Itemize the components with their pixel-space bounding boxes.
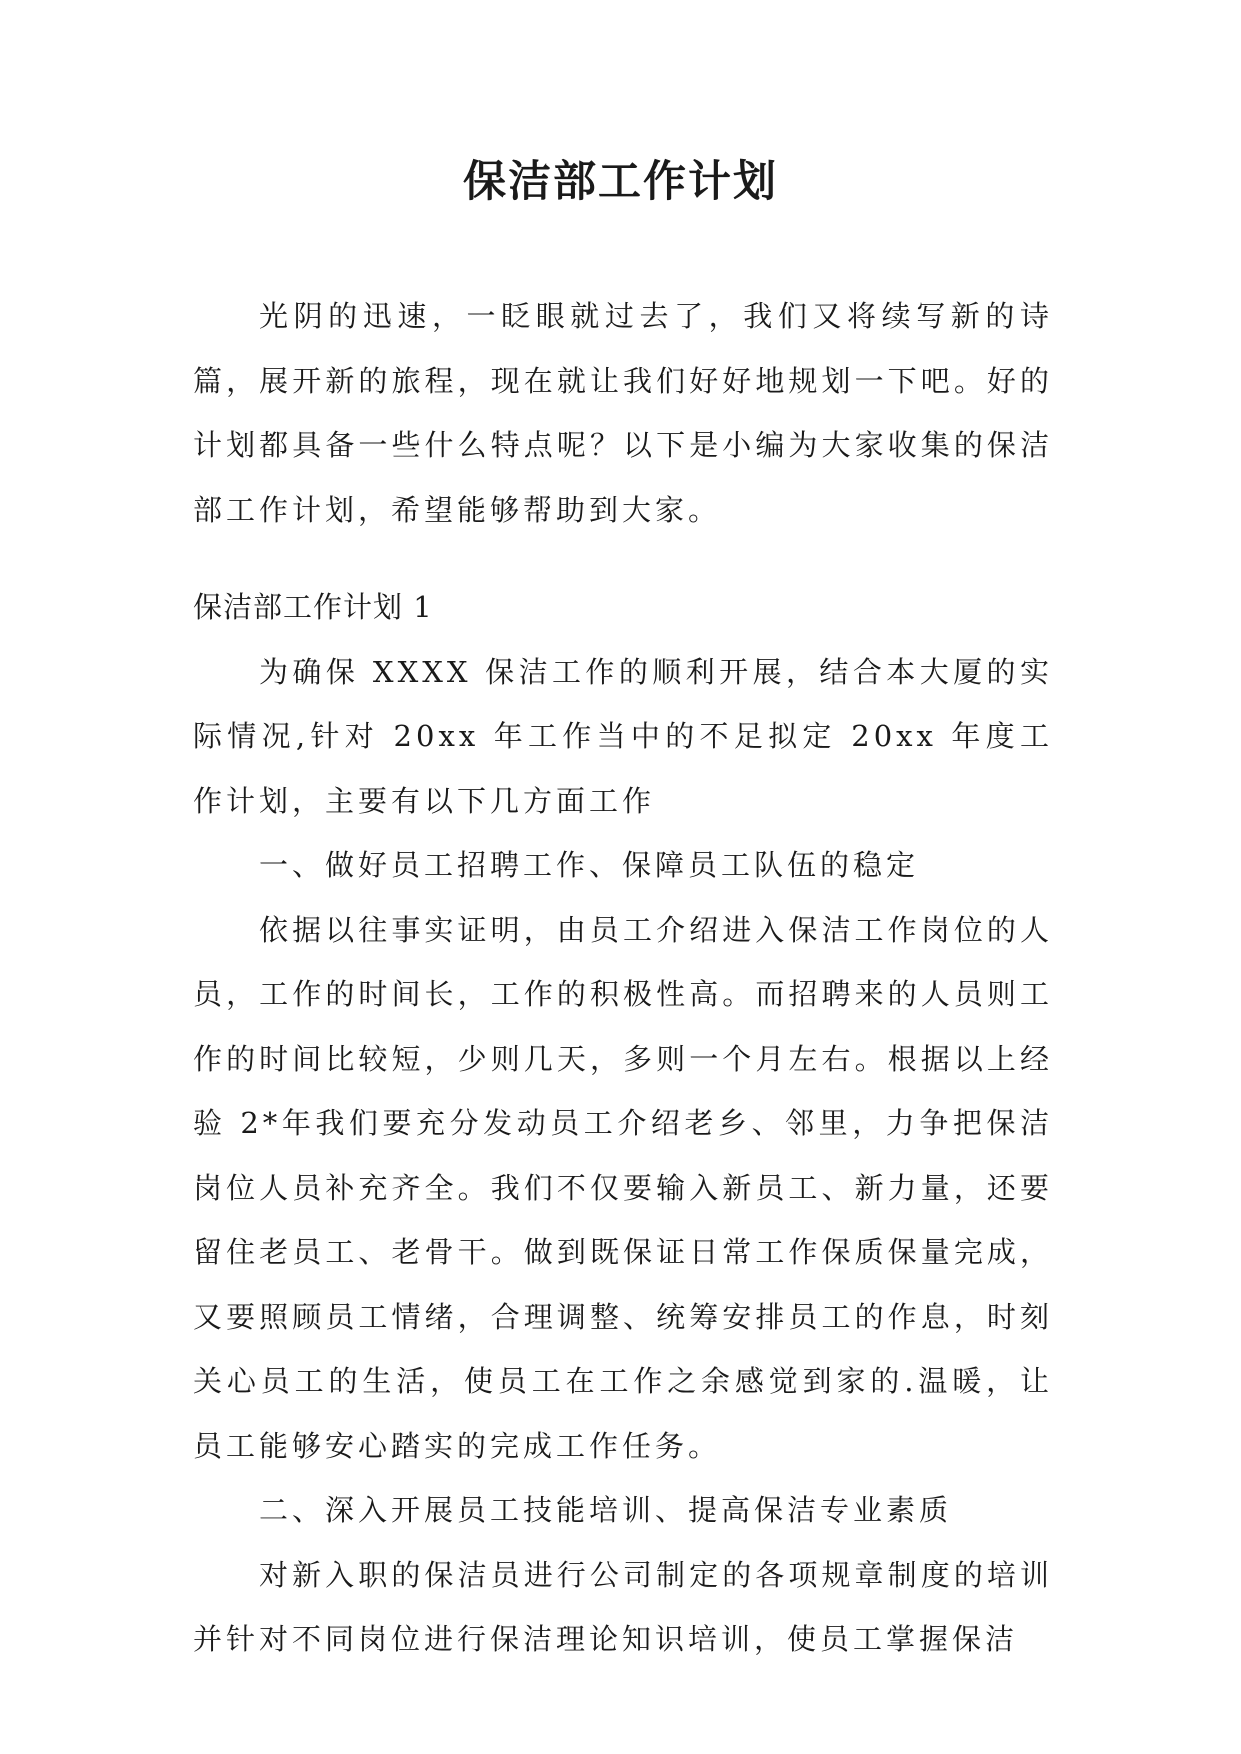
paragraph-recruitment: 依据以往事实证明，由员工介绍进入保洁工作岗位的人员，工作的时间长，工作的积极性高。而招聘来的人员则工作的时间比较短，少则几天，多则一个月左右。根据以上经验 2*年我们要充分发动员工介绍老乡、邻里，力争把保洁岗位人员补充齐全。我们不仅要输入新员工、新力量，还要留住老员工、老骨干。做到既保证日常工作保质保量完成，又要照顾员工情绪，合理调整、统筹安排员工的作息，时刻关心员工的生活，使员工在工作之余感觉到家的.温暖，让员工能够安心踏实的完成工作任务。 (193, 912, 1053, 1463)
intro-block (193, 284, 1053, 542)
subheading-training: 二、深入开展员工技能培训、提高保洁专业素质 (259, 1493, 953, 1527)
subheading-recruitment: 一、做好员工招聘工作、保障员工队伍的稳定 (259, 848, 920, 882)
paragraph-purpose: 为确保 XXXX 保洁工作的顺利开展，结合本大厦的实际情况,针对 20xx 年工作当中的不足拟定 20xx 年度工作计划，主要有以下几方面工作 (193, 654, 1053, 818)
section-1-heading: 保洁部工作计划 1 (193, 590, 433, 624)
paragraph-training: 对新入职的保洁员进行公司制定的各项规章制度的培训并针对不同岗位进行保洁理论知识培训，使员工掌握保洁 (193, 1557, 1053, 1656)
intro-paragraph: 光阴的迅速，一眨眼就过去了，我们又将续写新的诗篇，展开新的旅程，现在就让我们好好地规划一下吧。好的计划都具备一些什么特点呢？以下是小编为大家收集的保洁部工作计划，希望能够帮助到大家。 (193, 299, 1053, 527)
section-1 (193, 575, 1053, 1672)
document-title: 保洁部工作计划 (463, 157, 778, 207)
